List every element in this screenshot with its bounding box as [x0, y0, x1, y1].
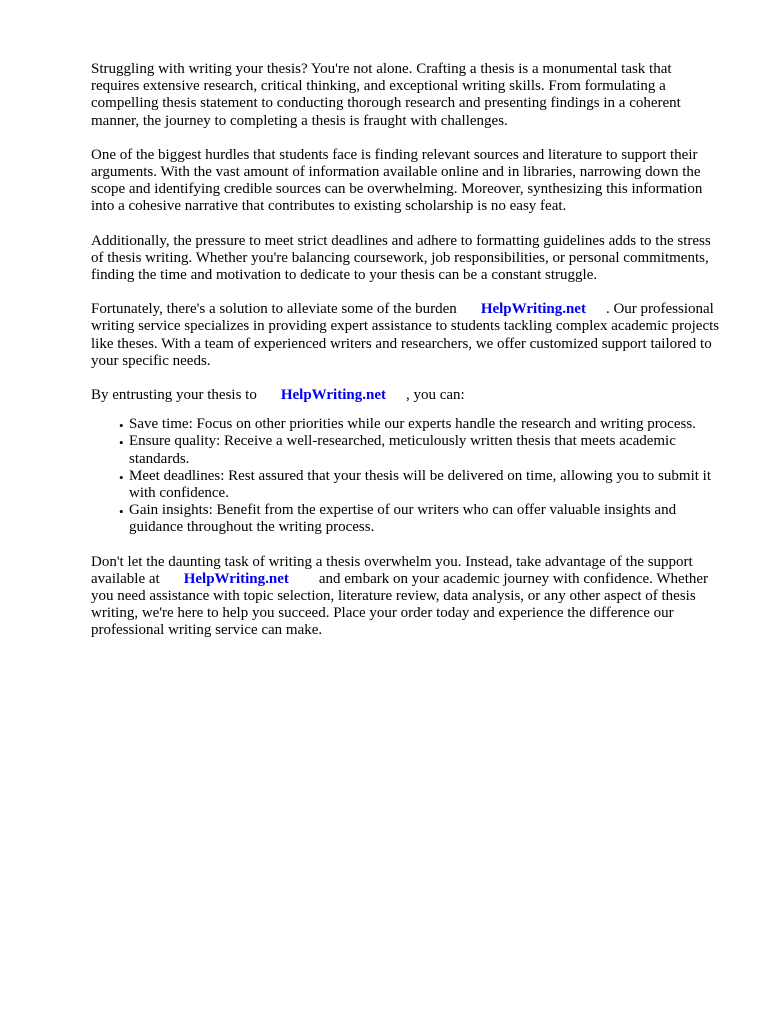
bullet-icon: •	[119, 504, 124, 520]
paragraph-entrust	[91, 387, 723, 404]
benefits-list	[91, 416, 723, 536]
list-item	[91, 433, 723, 467]
document-page	[91, 61, 723, 657]
paragraph-solution-text-after: . Our professional writing service specializes in providing expert assistance to students tackling complex academic projects like theses. With a team of experienced writers and researchers, we offer customized support tailored to your specific needs.	[91, 301, 720, 369]
paragraph-solution	[91, 301, 723, 370]
list-item-text: Gain insights: Benefit from the expertise of our writers who can offer valuable insights and guidance throughout the writing process.	[129, 502, 677, 536]
list-item	[91, 416, 723, 433]
paragraph-closing-text-before: Don't let the daunting task of writing a thesis overwhelm you. Instead, take advantage of the support available at	[91, 553, 693, 587]
paragraph-solution-text-before: Fortunately, there's a solution to alleviate some of the burden	[91, 301, 457, 318]
paragraph-entrust-text-before: By entrusting your thesis to	[91, 387, 257, 404]
list-item-text: Meet deadlines: Rest assured that your thesis will be delivered on time, allowing you to submit it with confidence.	[129, 467, 711, 502]
paragraph-intro: Struggling with writing your thesis? You're not alone. Crafting a thesis is a monumental task that requires extensive research, critical thinking, and exceptional writing skills. From formulating a compelling thesis statement to conducting thorough research and presenting findings in a coherent manner, the journey to completing a thesis is fraught with challenges.	[91, 61, 681, 129]
bullet-icon: •	[119, 418, 124, 434]
list-item	[91, 502, 723, 536]
paragraph-closing-text-after: and embark on your academic journey with confidence. Whether you need assistance with topic selection, literature review, data analysis, or any other aspect of thesis writing, we're here to help you succeed. Place your order today and experience the difference our professional writing service can make.	[91, 570, 709, 639]
helpwriting-link[interactable]: HelpWriting.net	[280, 387, 386, 404]
paragraph-sources: One of the biggest hurdles that students face is finding relevant sources and literature to support their arguments. With the vast amount of information available online and in libraries, narrowing down the scope and identifying credible sources can be overwhelming. Moreover, synthesizing this information into a cohesive narrative that contributes to existing scholarship is no easy feat.	[91, 146, 703, 215]
helpwriting-link[interactable]: HelpWriting.net	[480, 301, 586, 318]
list-item-text: Ensure quality: Receive a well-researched, meticulously written thesis that meets academic standards.	[129, 433, 676, 467]
paragraph-deadlines: Additionally, the pressure to meet strict deadlines and adhere to formatting guidelines adds to the stress of thesis writing. Whether you're balancing coursework, job responsibilities, or personal commitments, finding the time and motivation to dedicate to your thesis can be a constant struggle.	[91, 232, 711, 284]
paragraph-closing	[91, 554, 723, 640]
list-item	[91, 468, 723, 502]
list-item-text: Save time: Focus on other priorities while our experts handle the research and writing process.	[129, 416, 696, 433]
helpwriting-link[interactable]: HelpWriting.net	[183, 570, 289, 587]
paragraph-entrust-text-after: , you can:	[405, 387, 465, 404]
bullet-icon: •	[119, 435, 124, 451]
bullet-icon: •	[119, 469, 124, 485]
